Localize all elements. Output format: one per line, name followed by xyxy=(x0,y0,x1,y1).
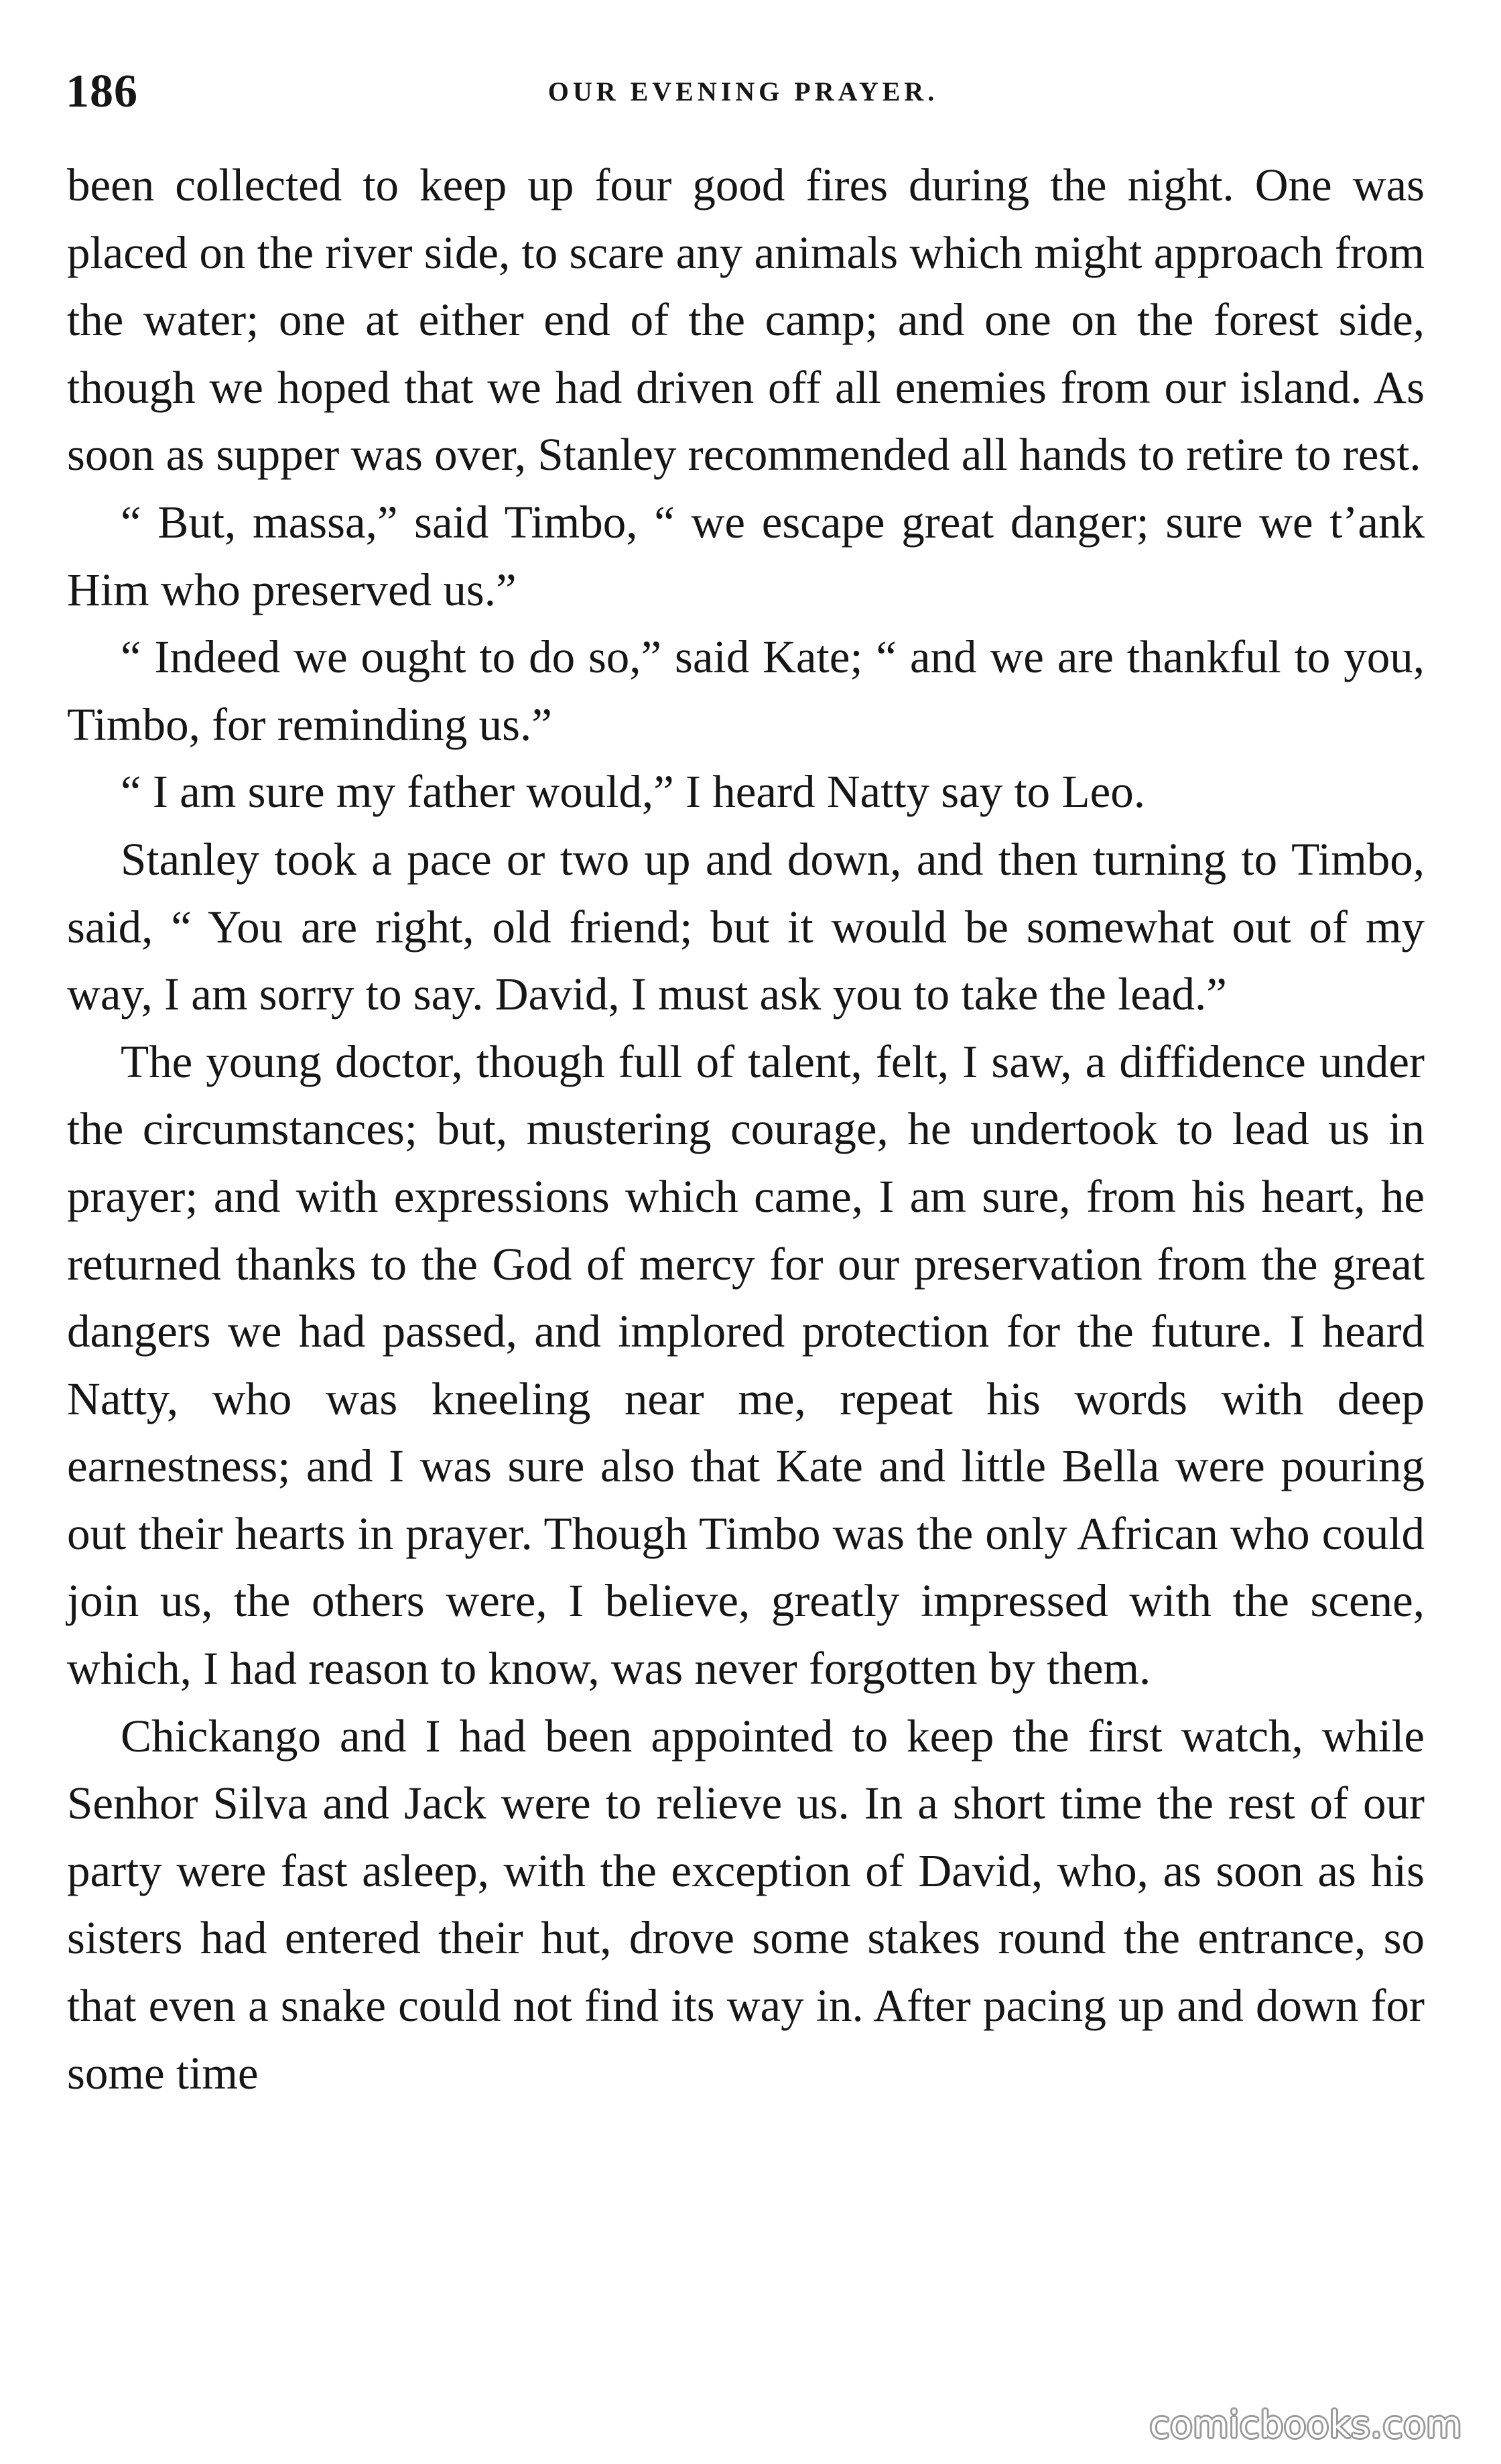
running-head: OUR EVENING PRAYER. xyxy=(547,76,939,107)
page-header xyxy=(66,55,1421,129)
paragraph: The young doctor, though full of talent, felt, I saw, a diffidence under the circumstances; but, mustering courage, he undertook to lead us in prayer; and with expressions which came, I am sure, from his heart, he returned thanks to the God of mercy for our preservation from the great dangers we had passed, and implored protection for the future. I heard Natty, who was kneeling near me, repeat his words with deep earnestness; and I was sure also that Kate and little Bella were pouring out their hearts in prayer. Though Timbo was the only African who could join us, the others were, I believe, greatly impressed with the scene, which, I had reason to know, was never forgotten by them. xyxy=(67,1036,1425,1695)
body-text xyxy=(67,151,1425,2107)
paragraph: “ But, massa,” said Timbo, “ we escape great danger; sure we t’ank Him who preserved us.” xyxy=(67,496,1425,615)
watermark: comicbooks.com xyxy=(1149,2404,1462,2446)
page-number: 186 xyxy=(66,66,138,117)
paragraph: “ I am sure my father would,” I heard Natty say to Leo. xyxy=(121,766,1145,818)
paragraph: Chickango and I had been appointed to keep the first watch, while Senhor Silva and Jack were to relieve us. In a short time the rest of our party were fast asleep, with the exception of David, who, as soon as his sisters had entered their hut, drove some stakes round the entrance, so that even a snake could not find its way in. After pacing up and down for some time xyxy=(67,1710,1425,2099)
paragraph-continued: been collected to keep up four good fires during the night. One was placed on the river side, to scare any animals which might approach from the water; one at either end of the camp; and one on the forest side, though we hoped that we had driven off all enemies from our island. As soon as supper was over, Stanley recommended all hands to retire to rest. xyxy=(67,160,1425,481)
paragraph: Stanley took a pace or two up and down, and then turning to Timbo, said, “ You are right, old friend; but it would be somewhat out of my way, I am sorry to say. David, I must ask you to take the lead.” xyxy=(67,833,1425,1020)
paragraph: “ Indeed we ought to do so,” said Kate; “ and we are thankful to you, Timbo, for reminding us.” xyxy=(67,631,1425,750)
